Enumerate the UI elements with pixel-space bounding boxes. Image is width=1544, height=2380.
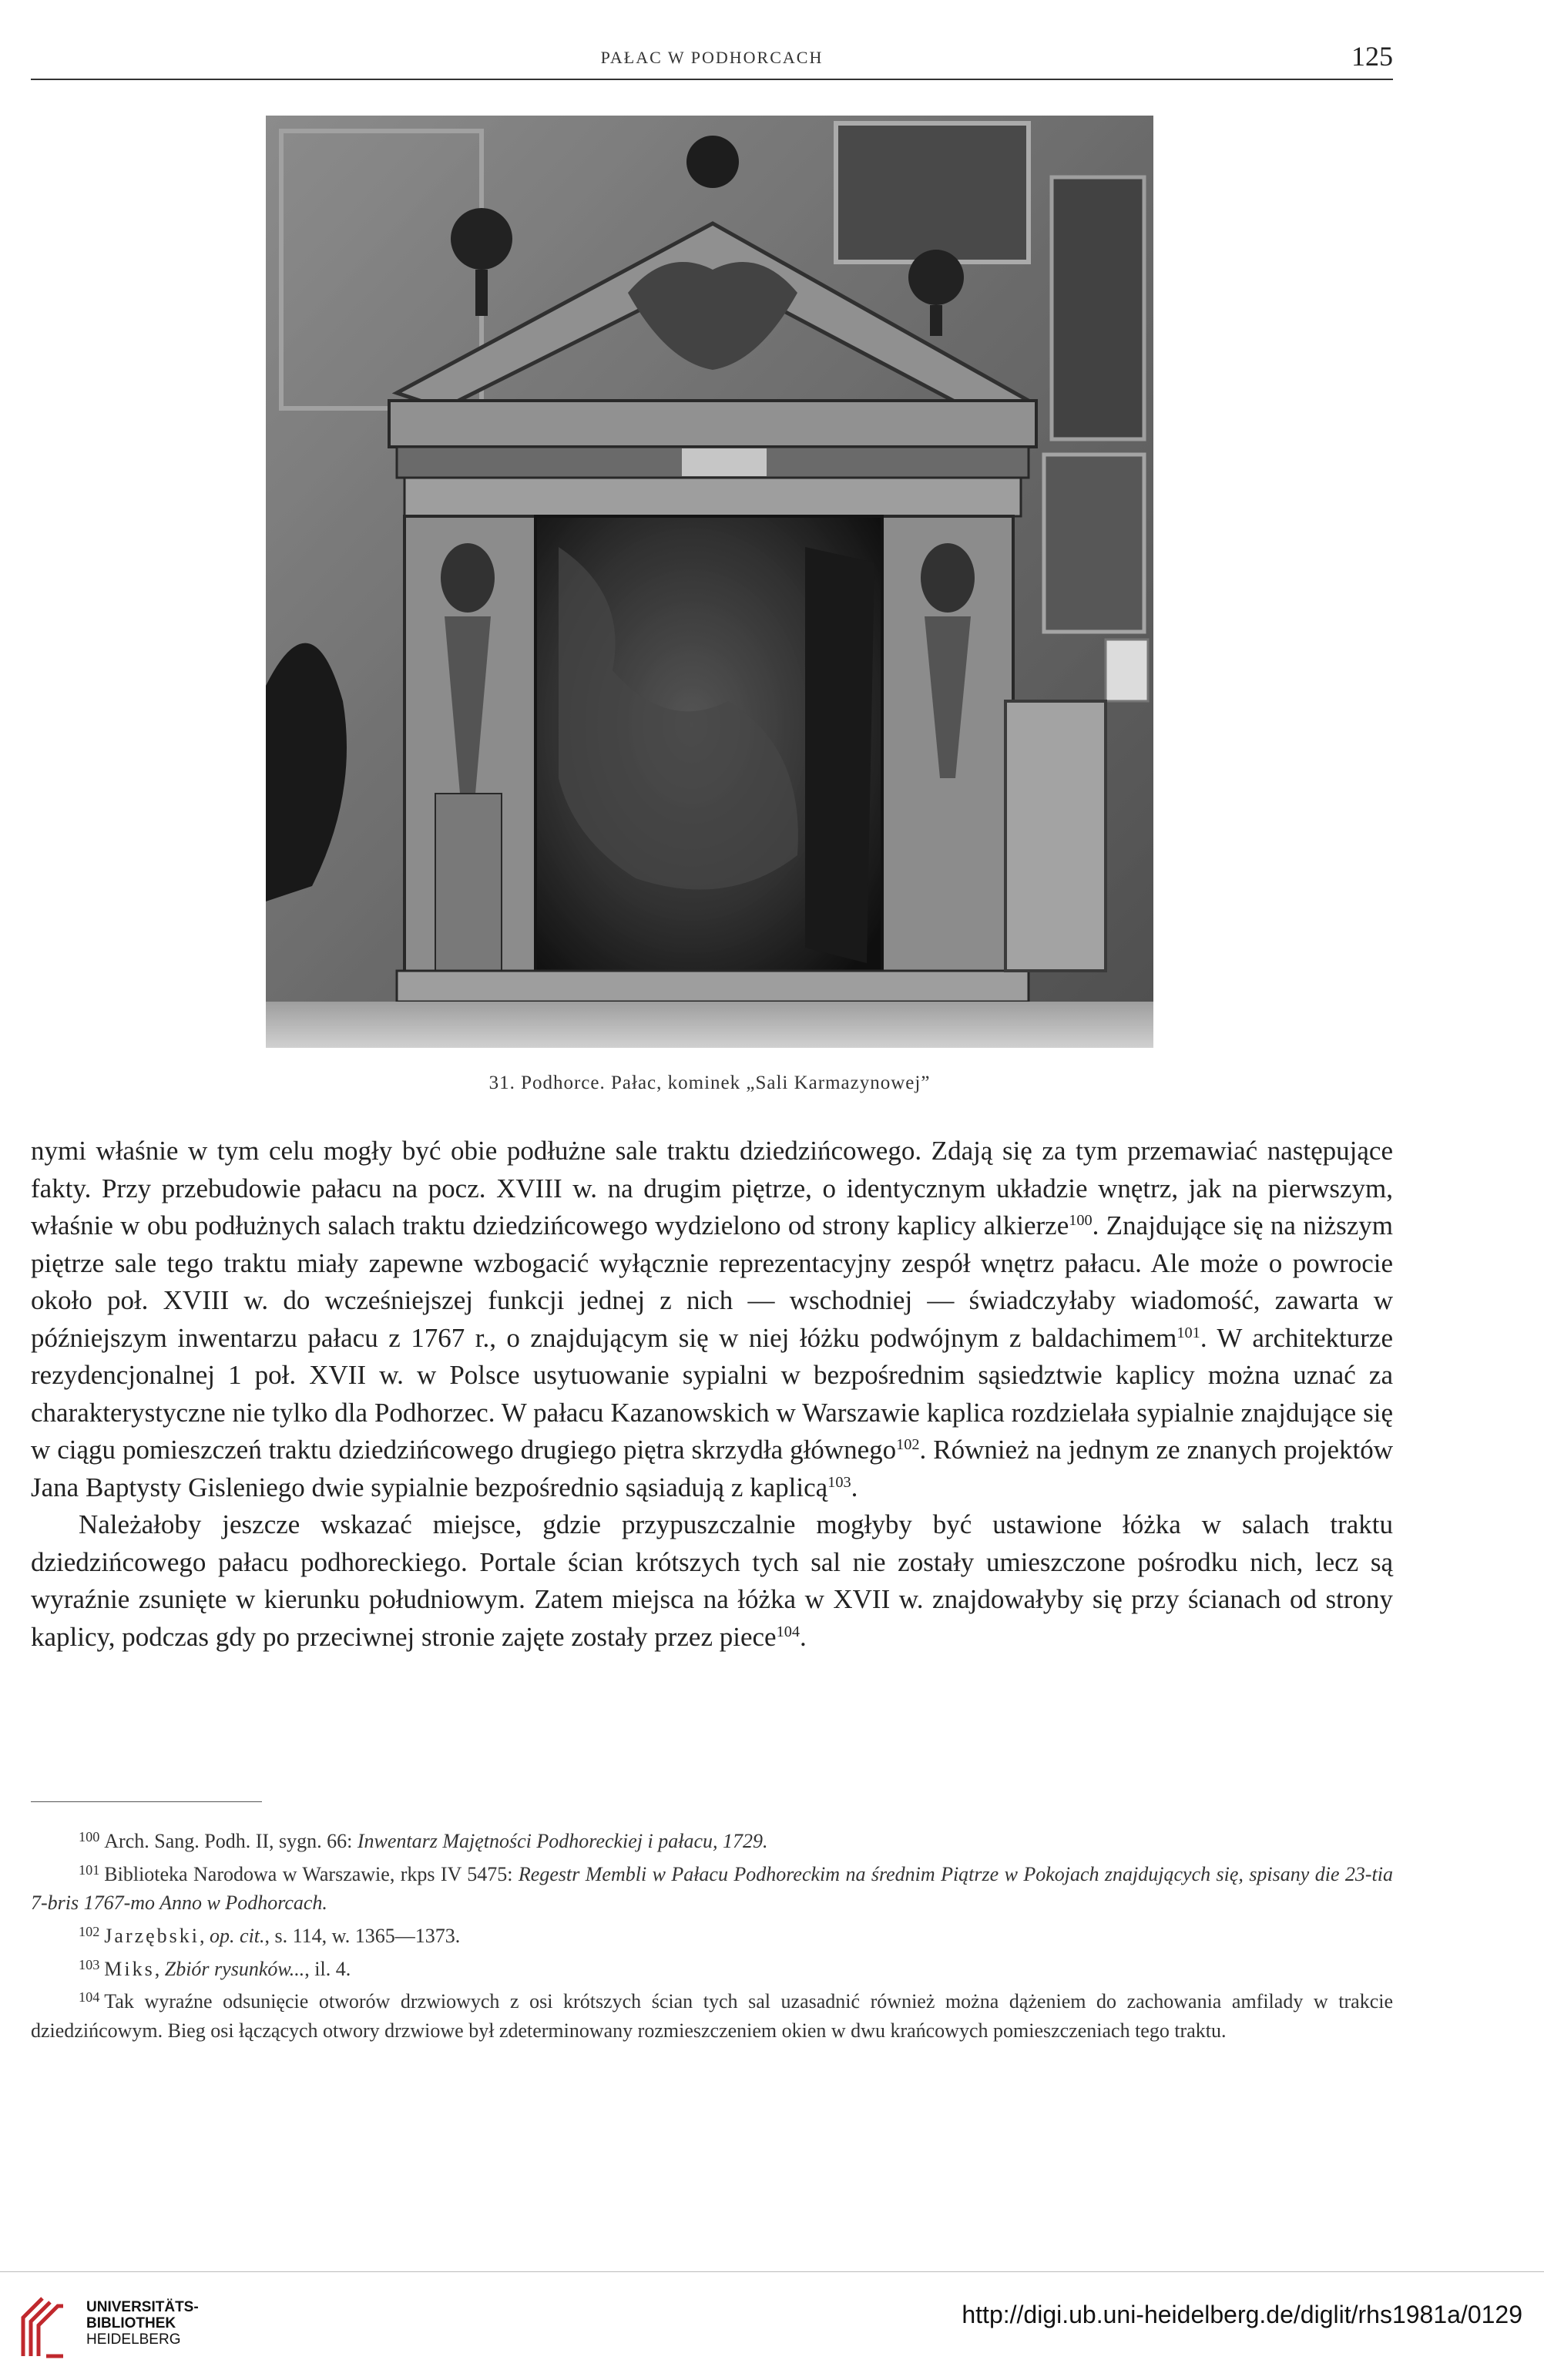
page-header (31, 40, 1393, 80)
figure-caption: 31. Podhorce. Pałac, kominek „Sali Karmazynowej” (488, 1073, 931, 1093)
footnote-text: Biblioteka Narodowa w Warszawie, rkps IV 5475: (104, 1862, 519, 1885)
footnote-author: Miks (104, 1957, 155, 1980)
library-name-line: UNIVERSITÄTS- (86, 2299, 199, 2315)
footnote-text: , (154, 1957, 165, 1980)
footnote-number: 101 (79, 1861, 100, 1878)
footnotes (31, 1823, 1393, 2045)
logo-graphic (15, 2287, 69, 2364)
library-name-line: HEIDELBERG (86, 2331, 181, 2348)
footnote-text: Arch. Sang. Podh. II, sygn. 66: (104, 1830, 357, 1853)
footnote-separator (31, 1801, 262, 1802)
footer-divider (0, 2271, 1544, 2272)
source-url-link[interactable]: http://digi.ub.uni-heidelberg.de/diglit/rhs1981a/0129 (962, 2301, 1522, 2328)
footnote-text: , il. 4. (304, 1957, 351, 1980)
footnote-text: Tak wyraźne odsunięcie otworów drzwiowych z osi krótszych ścian tych sal uzasadnić również można dążeniem do zachowania amfilady w trakcie dziedzińcowym. Bieg osi łączących otwory drzwiowe był zdeterminowany rozmieszczeniem okien w dwu krańcowych pomieszczeniach tego traktu. (31, 1990, 1393, 2042)
footnote-ref[interactable]: 101 (1176, 1324, 1200, 1341)
library-name-line: BIBLIOTHEK (86, 2315, 176, 2331)
text-run: . (851, 1472, 858, 1502)
paragraph (31, 1133, 1393, 1506)
footnote-number: 104 (79, 1989, 100, 2006)
footnote (31, 1983, 1393, 2045)
footnote (31, 1823, 1393, 1856)
footnote-ref[interactable]: 104 (776, 1623, 800, 1640)
footnote-ref[interactable]: 103 (827, 1473, 851, 1491)
footnote-number: 100 (79, 1829, 100, 1845)
footnote (31, 1918, 1393, 1951)
main-text (31, 1133, 1393, 1656)
page-number: 125 (1351, 41, 1393, 72)
footnote (31, 1856, 1393, 1918)
text-run: . W architekturze rezydencjonalnej 1 poł. XVII w. w Polsce usytuowanie sypialni w bezpośrednim sąsiedztwie kaplicy można uznać za charakterystyczne nie tylko dla Podhorzec. W pałacu Kazanowskich w Warszawie kaplica rozdzielała sypialnie znajdujące się w ciągu pomieszczeń traktu dziedzińcowego drugiego piętra skrzydła głównego (31, 1322, 1393, 1465)
paragraph (31, 1506, 1393, 1656)
fireplace-photograph (266, 116, 1153, 1048)
footnote (31, 1951, 1393, 1984)
text-run: . (799, 1621, 807, 1652)
footnote-title: Regestr Membli w Pałacu Podhoreckim na średnim Piątrze w Pokojach znajdujących się, spisany die 23-tia 7-bris 1767-mo Anno w Podhorcach. (31, 1862, 1393, 1915)
footnote-ref[interactable]: 102 (896, 1435, 920, 1453)
fireplace-photograph-drawing (266, 116, 1153, 1048)
footnote-text: , (200, 1925, 210, 1948)
footnote-title: Zbiór rysunków... (164, 1957, 305, 1980)
running-title: PAŁAC W PODHORCACH (600, 48, 824, 67)
footnote-author: Jarzębski (104, 1925, 200, 1948)
text-run: . Znajdujące się na niższym piętrze sale tego traktu miały zapewne wzbogacić wyłącznie reprezentacyjny zespół wnętrz pałacu. Ale może o powrocie około poł. XVIII w. do wcześniejszej funkcji jednej z nich — wschodniej — świadczyłaby wiadomość, zawarta w późniejszym inwentarzu pałacu z 1767 r., o znajdującym się w niej łóżku podwójnym z baldachimem (31, 1210, 1393, 1353)
footnote-title: op. cit. (210, 1925, 265, 1948)
text-run: nymi właśnie w tym celu mogły być obie podłużne sale traktu dziedzińcowego. Zdają się za tym przemawiać następujące fakty. Przy przebudowie pałacu na pocz. XVIII w. na drugim piętrze, o identycznym układzie wnętrz, jak na pierwszym, właśnie w obu podłużnych salach traktu dziedzińcowego wydzielono od strony kaplicy alkierze (31, 1136, 1393, 1240)
text-run: . Również na jednym ze znanych projektów Jana Baptysty Gisleniego dwie sypialnie bezpośrednio sąsiadują z kaplicą (31, 1435, 1393, 1502)
footnote-number: 102 (79, 1923, 100, 1939)
footnote-number: 103 (79, 1956, 100, 1972)
library-name (86, 2299, 199, 2348)
ub-heidelberg-logo-icon[interactable] (15, 2287, 69, 2364)
footnote-title: Inwentarz Majętności Podhoreckiej i pałacu, 1729. (357, 1830, 768, 1853)
text-run: Należałoby jeszcze wskazać miejsce, gdzie przypuszczalnie mogłyby być ustawione łóżka w salach traktu dziedzińcowego pałacu podhoreckiego. Portale ścian krótszych tych sal nie zostały umieszczone pośrodku nich, lecz są wyraźnie zsunięte w kierunku południowym. Zatem miejsca na łóżka w XVII w. znajdowałyby się przy ścianach od strony kaplicy, podczas gdy po przeciwnej stronie zajęte zostały przez piece (31, 1509, 1393, 1652)
footnote-ref[interactable]: 100 (1069, 1211, 1093, 1229)
footnote-text: , s. 114, w. 1365—1373. (264, 1925, 461, 1948)
